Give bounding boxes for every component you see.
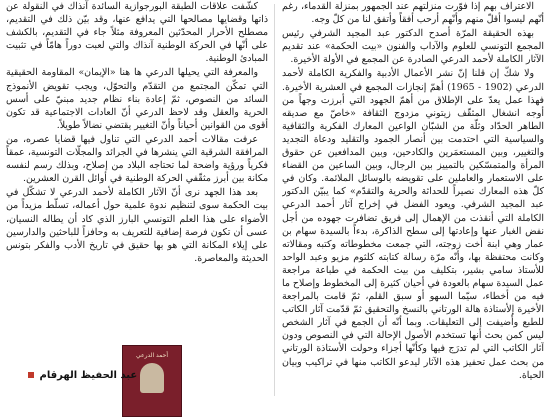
book-cover-image — [122, 345, 182, 417]
author-name: عبد الحفيظ الهرقام — [39, 370, 138, 381]
article-column-left — [6, 0, 268, 400]
portrait-icon — [140, 363, 164, 393]
paragraph: والمعرفة التي يحيلها الدرعي ها هنا «الإيمان» المقاومة الحقيقية التي تمكّن المجتمع من التقدّم والتحوّل، ويجب تقويض الأنموذج السائد من النصوص، ثمّ إعادة بناء نظام جديد مبنيّ على أسس الحرية والعقل وقد لاحظ الدرعي أنّ العادات الاجتماعية قد تكون أقوى من القوانين أحياناً وأنّ التغيير يقتضي نضالاً طويلاً. — [6, 67, 268, 131]
paragraph: الاعتراف بهم إذا فوّرت منزلتهم عند الجمهور بمنزلة القدماء، رغم أنّهم ليسوا أقلّ منهم وأنّهم أرحب أفقاً وأتفق لنا من كلّ وجه. — [282, 1, 544, 26]
paragraph: ولا شكّ إن قلنا إنّ نشر الأعمال الأدبية والفكرية الكاملة لأحمد الدرعي (1902 - 1965) أهمّ إنجازات المجمع في العشرية الأخيرة. فهذا عمل يعدّ على الإطلاق من أهمّ الجهود التي أبرزت وجهاً من أوجه انشغال المثقّف زيتوني مزدوج الثقافة «خاصّ مع صديقه الطاهر الحدّاد وثلّة من الشبّان الواعين المعارك الفكرية والثقافية والسياسية التي احتدمت بين أنصار الجمود والتقليد ودعاة التجديد والتغيير، وبين المستعمَرين والكادحين، وبين المدافعين عن حقوق المرأة والمتمسّكين بالتمييز بين الرجال، وبين الساعين من القضاء على الاستعمار والعاملين على تقويضه بالوسائل الملائمة. وكان في كلّ هذه المعارك نصيراً للحداثة والحرية والتقدّم» كما يبيّن الدكتور عبد المجيد الشرفي. ويعود الفضل في إخراج آثار أحمد الدرعي الكاملة التي أنقذت من الإهمال إلى فريق تضافرت جهوده من أجل نفض الغبار عنها وإعادتها إلى سطح الذاكرة، بدءاً بالسيدة سهام بن عمار وهي ابنة أخت زوجته، التي جمعت مخطوطاته وكتبه ومقالاته وكانت محتفظة بها، وأنّه مرّة رسالة كتابته كلثوم مزيو وعبد الواحد للأستاذ سامي بشير، بتكليف من بيت الحكمة في طباعة مراجعة عمل السيدة سهام بالعودة في أحيان كثيرة إلى المخطوط وإصلاح ما فيه من أخطاء، سيّما السهو أو سبق القلم، ثمّ قامت بالمراجعة الأخيرة الأستاذة هالة الورتاني بالنسخ والتحقيق ثمّ قدّمت آثار الكاتب للطبع وأُضيفت إلى التعليقات. وبما أنّه أن الجمع في آثار الشخص ليس كمن بحث أنها تستخدم الأصول الإحالة التي في النصوص ودون آثار الكاتب التي لم تدرَج فيها وكأنّها أجزاء وحولت الأستاذة الورتاني من بحث عمل تحفيز هذه الآثار ليدعو الكاتب منها في تراكيب وبيان الحياة. — [282, 68, 544, 381]
author-signature — [28, 370, 137, 381]
paragraph: بعد هذا الجهد نرى أنّ الآثار الكاملة لأحمد الدرعي لا تشكّل في بيت الحكمة سوى لتنظيم ندوة علمية حول أعماله، تسلّط مزيداً من الأضواء على هذا العلم التونسي البارز الذي كاد أن يطاله النسيان، عسى أن تكون فرصة إضافية للتعريف به وحافزاً للباحثين والدارسين على إيلاء المكانة التي هو بها حقيق في تاريخ الأدب والفكر بتونس الحديثة والمعاصرة. — [6, 187, 268, 264]
paragraph: عرفت مقالات أحمد الدرعي التي تناول فيها قضايا عصره، من المرافقة الشرقية التي ينشرها في الجرائد والمجلّات التونسية، عمقاً فكرياً ورؤية واضحة لما تحتاجه البلاد من إصلاح، وبذلك رسم لنفسه مكانة بين أبرز مثقّفي الحركة الوطنية في أوائل القرن العشرين. — [6, 133, 268, 185]
article-column-right — [282, 0, 544, 400]
paragraph: بهذه الحقيقة المرّة أصدح الدكتور عبد المجيد الشرفي رئيس المجمع التونسي للعلوم والآداب والفنون «بيت الحكمة» عند تقديم الآثار الكاملة لأحمد الدرعي الصادرة عن المجمع في الأولة الأخيرة. — [282, 28, 544, 66]
column-divider — [274, 4, 275, 396]
book-title: أحمد الدرعي — [135, 352, 169, 359]
end-mark-icon — [28, 372, 34, 378]
paragraph: كشّفت علاقات الطبقة البورجوازية السائدة آنذاك في النقولة عن ذاتها وقضايها مصالحها التي يدافع عنها، وقد بيّن ذلك في التقديم، مصطلح الأحرار المحدّثين المعروفة مثلاً جاء في التقديم، بالكشف على أنّها في الحركة الوطنية آنذاك والتي لعبت دوراً هامّاً في تثبيت المبادئ الوطنية. — [6, 1, 268, 65]
